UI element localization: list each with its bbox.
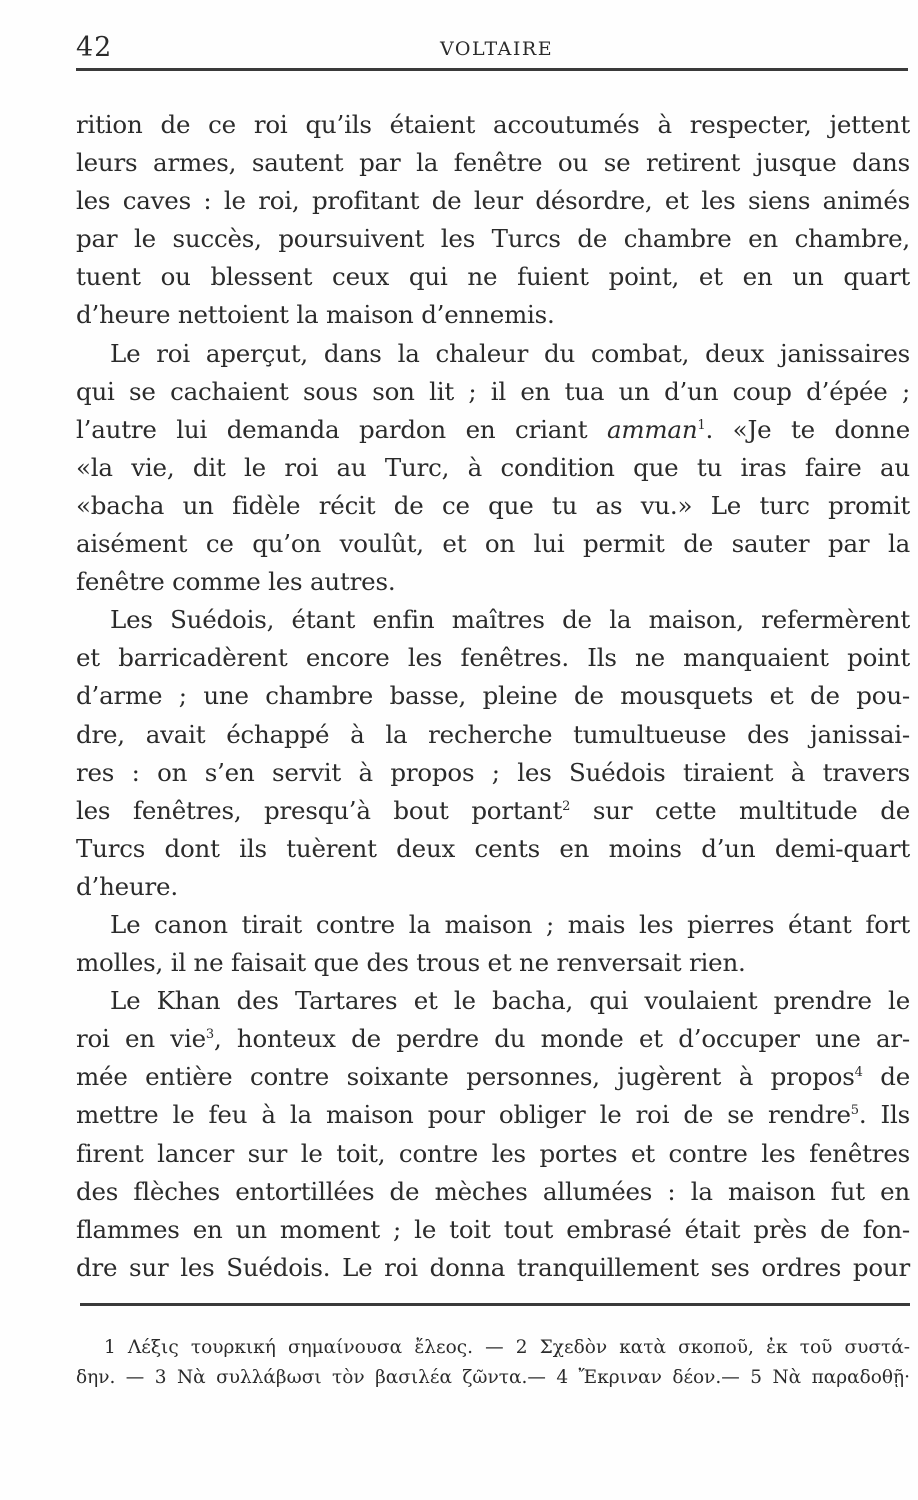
footnotes: [76, 1333, 910, 1393]
text-line: «la vie, dit le roi au Turc, à condition que tu iras faire au: [76, 452, 910, 482]
line-segment: les fenêtres, presqu’à bout portant: [76, 795, 563, 825]
page-header: [76, 32, 906, 72]
text-line: rition de ce roi qu’ils étaient accoutumés à respecter, jettent: [76, 110, 910, 139]
text-line: [76, 1096, 910, 1134]
text-line: dre, avait échappé à la recherche tumultueuse des janissai-: [76, 719, 910, 749]
line-segment: . Ils: [858, 1100, 910, 1130]
text-line: flammes en un moment ; le toit tout embrasé était près de fon-: [76, 1214, 910, 1244]
text-line: par le succès, poursuivent les Turcs de chambre en chambre,: [76, 224, 910, 254]
line-segment: roi en vie: [76, 1024, 206, 1054]
text-line: molles, il ne faisait que des trous et ne renversait rien.: [76, 948, 746, 978]
text-line: [76, 1020, 910, 1058]
text-line: Le canon tirait contre la maison ; mais les pierres étant fort: [110, 909, 910, 939]
text-line: d’heure.: [76, 871, 178, 901]
italic-word: amman: [606, 414, 698, 444]
line-segment: mettre le feu à la maison pour obliger le roi de se rendre: [76, 1100, 851, 1130]
footnote-ref: 1: [697, 417, 706, 433]
line-segment: l’autre lui demanda pardon en criant: [76, 414, 588, 444]
text-line: et barricadèrent encore les fenêtres. Ils ne manquaient point: [76, 643, 910, 673]
text-line: d’heure nettoient la maison d’ennemis.: [76, 300, 555, 330]
text-line: «bacha un fidèle récit de ce que tu as vu.» Le turc promit: [76, 490, 910, 520]
text-line: Turcs dont ils tuèrent deux cents en moins d’un demi-quart: [76, 833, 910, 863]
text-line: les caves : le roi, profitant de leur désordre, et les siens animés: [76, 186, 910, 216]
text-line: qui se cachaient sous son lit ; il en tua un d’un coup d’épée ;: [76, 376, 910, 406]
body-text: [76, 106, 910, 1287]
text-line: fenêtre comme les autres.: [76, 567, 396, 597]
footnote-ref: 5: [850, 1103, 859, 1119]
text-line: dre sur les Suédois. Le roi donna tranquillement ses ordres pour: [76, 1252, 910, 1282]
text-line: Le roi aperçut, dans la chaleur du combat, deux janissaires: [110, 338, 910, 368]
text-line: d’arme ; une chambre basse, pleine de mousquets et de pou-: [76, 681, 910, 711]
text-line: res : on s’en servit à propos ; les Suédois tiraient à travers: [76, 757, 910, 787]
text-line: firent lancer sur le toit, contre les portes et contre les fenêtres: [76, 1138, 910, 1168]
line-segment: sur cette multitude de: [570, 795, 910, 825]
text-line: [76, 1058, 910, 1096]
line-segment: mée entière contre soixante personnes, jugèrent à propos: [76, 1062, 855, 1092]
text-line: Les Suédois, étant enfin maîtres de la maison, refermèrent: [110, 605, 910, 635]
text-line: leurs armes, sautent par la fenêtre ou se retirent jusque dans: [76, 148, 910, 178]
footnote-ref: 3: [205, 1027, 214, 1043]
page-number: 42: [76, 32, 113, 63]
footnote-ref: 2: [562, 798, 571, 814]
running-title: VOLTAIRE: [440, 38, 554, 60]
footnote-rule: [80, 1303, 910, 1306]
text-line: aisément ce qu’on voulût, et on lui permit de sauter par la: [76, 529, 910, 559]
line-segment: de: [862, 1062, 910, 1092]
line-segment: . «Je te donne: [705, 414, 911, 444]
text-line: des flèches entortillées de mèches allumées : la maison fut en: [76, 1176, 910, 1206]
footnote-line: 1 Λέξις τουρκική σημαίνουσα ἔλεος. — 2 Σχεδὸν κατὰ σκοποῦ, ἐκ τοῦ συστά-: [104, 1337, 910, 1358]
text-line: [76, 411, 910, 449]
line-segment: , honteux de perdre du monde et d’occuper une ar-: [213, 1024, 911, 1054]
footnote-line: δην. — 3 Νὰ συλλάβωσι τὸν βασιλέα ζῶντα.— 4 Ἔκριναν δέον.— 5 Νὰ παραδοθῇ·: [76, 1367, 910, 1388]
text-line: [76, 792, 910, 830]
text-line: Le Khan des Tartares et le bacha, qui voulaient prendre le: [110, 986, 910, 1016]
footnote-ref: 4: [854, 1065, 863, 1081]
header-rule: [76, 68, 908, 71]
text-line: tuent ou blessent ceux qui ne fuient point, et en un quart: [76, 262, 910, 292]
